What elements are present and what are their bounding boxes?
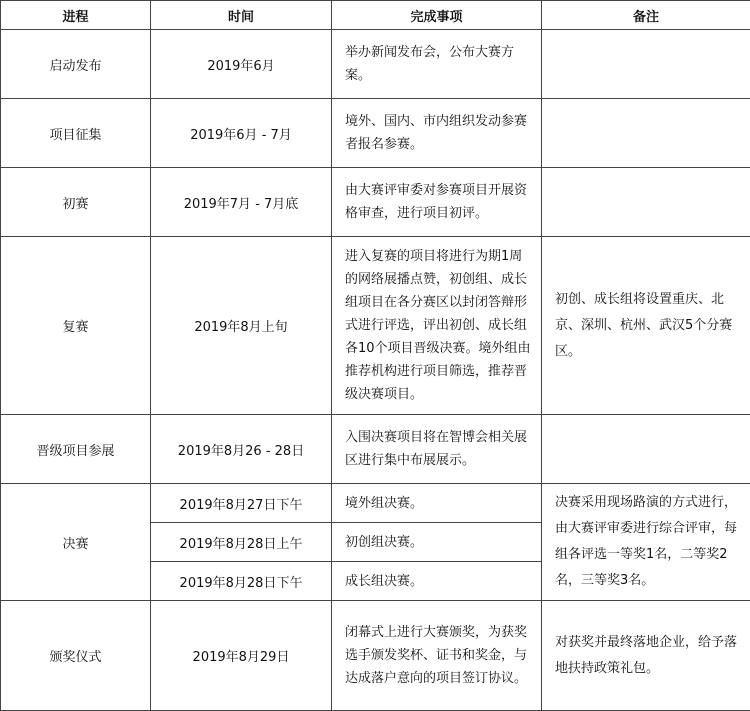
table-row: [1, 168, 750, 237]
task-cell: 进入复赛的项目将进行为期1周的网络展播点赞，初创组、成长组项目在各分赛区以封闭答辩形式进行评选，评出初创、成长组各10个项目晋级决赛。境外组由推荐机构进行项目筛选，推荐晋级决赛项目。: [332, 237, 542, 415]
task-cell: 初创组决赛。: [332, 523, 542, 562]
stage-cell: 项目征集: [1, 99, 151, 168]
stage-cell: 启动发布: [1, 30, 151, 99]
time-cell: 2019年7月 - 7月底: [151, 168, 332, 237]
stage-cell: 复赛: [1, 237, 151, 415]
header-task: 完成事项: [332, 1, 542, 30]
time-cell: 2019年8月28日上午: [151, 523, 332, 562]
time-cell: 2019年8月26 - 28日: [151, 415, 332, 484]
table-row: [1, 484, 750, 523]
table-row: [1, 99, 750, 168]
table-row: [1, 30, 750, 99]
time-cell: 2019年8月上旬: [151, 237, 332, 415]
time-cell: 2019年8月28日下午: [151, 562, 332, 601]
note-cell: [542, 415, 750, 484]
stage-cell: 决赛: [1, 484, 151, 601]
stage-cell: 初赛: [1, 168, 151, 237]
table-row: [1, 601, 750, 711]
task-cell: 举办新闻发布会，公布大赛方案。: [332, 30, 542, 99]
header-time: 时间: [151, 1, 332, 30]
header-row: [1, 1, 750, 30]
task-cell: 成长组决赛。: [332, 562, 542, 601]
time-cell: 2019年6月: [151, 30, 332, 99]
note-cell: 初创、成长组将设置重庆、北京、深圳、杭州、武汉5个分赛区。: [542, 237, 750, 415]
task-cell: 入围决赛项目将在智博会相关展区进行集中布展展示。: [332, 415, 542, 484]
time-cell: 2019年6月 - 7月: [151, 99, 332, 168]
note-cell: [542, 30, 750, 99]
stage-cell: 晋级项目参展: [1, 415, 151, 484]
stage-cell: 颁奖仪式: [1, 601, 151, 711]
note-cell: [542, 99, 750, 168]
task-cell: 闭幕式上进行大赛颁奖，为获奖选手颁发奖杯、证书和奖金，与达成落户意向的项目签订协议。: [332, 601, 542, 711]
note-cell: [542, 168, 750, 237]
header-stage: 进程: [1, 1, 151, 30]
time-cell: 2019年8月29日: [151, 601, 332, 711]
table-row: [1, 237, 750, 415]
note-cell: 对获奖并最终落地企业，给予落地扶持政策礼包。: [542, 601, 750, 711]
header-note: 备注: [542, 1, 750, 30]
time-cell: 2019年8月27日下午: [151, 484, 332, 523]
note-cell: 决赛采用现场路演的方式进行，由大赛评审委进行综合评审，每组各评选一等奖1名，二等奖2名，三等奖3名。: [542, 484, 750, 601]
task-cell: 境外、国内、市内组织发动参赛者报名参赛。: [332, 99, 542, 168]
task-cell: 由大赛评审委对参赛项目开展资格审查，进行项目初评。: [332, 168, 542, 237]
table-row: [1, 415, 750, 484]
task-cell: 境外组决赛。: [332, 484, 542, 523]
